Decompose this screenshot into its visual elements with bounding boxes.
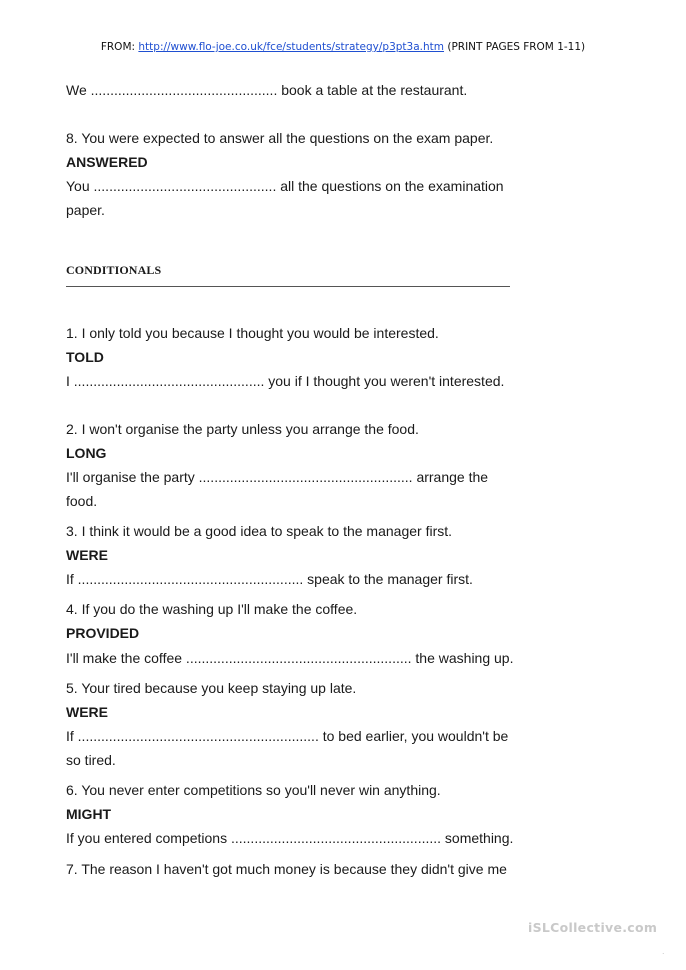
- question-8-prompt: 8. You were expected to answer all the questions on the exam paper.: [66, 130, 494, 146]
- question-2-keyword: LONG: [66, 445, 107, 461]
- question-6-prompt: 6. You never enter competitions so you'll never win anything.: [66, 782, 441, 798]
- question-2-answer-line: I'll organise the party ....................................................... arrange the: [66, 469, 489, 485]
- question-5-answer-line-2: so tired.: [66, 752, 116, 768]
- question-8-answer-line: You ............................................... all the questions on the examination: [66, 178, 504, 194]
- source-link[interactable]: http://www.flo-joe.co.uk/fce/students/strategy/p3pt3a.htm: [138, 41, 445, 53]
- question-5-answer-line: If .............................................................. to bed earlier, you wouldn't be: [66, 728, 509, 744]
- question-1-answer-line: I ................................................. you if I thought you weren't interested.: [66, 373, 505, 389]
- exercise-line: We ................................................ book a table at the restaurant.: [66, 82, 468, 98]
- question-3-answer-line: If .......................................................... speak to the manager first.: [66, 571, 473, 587]
- question-4-keyword: PROVIDED: [66, 625, 140, 641]
- question-4-prompt: 4. If you do the washing up I'll make the coffee.: [66, 601, 358, 617]
- question-4-answer-line: I'll make the coffee .......................................................... the washing up.: [66, 650, 514, 666]
- question-5-prompt: 5. Your tired because you keep staying up late.: [66, 680, 357, 696]
- watermark-logo: iSLCollective.com: [528, 920, 658, 935]
- question-3-prompt: 3. I think it would be a good idea to speak to the manager first.: [66, 523, 453, 539]
- question-8-answer-line-2: paper.: [66, 202, 105, 218]
- question-8-keyword: ANSWERED: [66, 154, 148, 170]
- header-prefix: FROM:: [100, 41, 139, 53]
- page-header: [0, 41, 686, 53]
- header-suffix: (PRINT PAGES FROM 1-11): [444, 41, 586, 53]
- question-6-answer-line: If you entered competions ...................................................... something.: [66, 830, 514, 846]
- question-1-keyword: TOLD: [66, 349, 104, 365]
- section-title: CONDITIONALS: [66, 263, 162, 277]
- question-5-keyword: WERE: [66, 704, 108, 720]
- question-1-prompt: 1. I only told you because I thought you would be interested.: [66, 325, 439, 341]
- corner-mark: .: [662, 946, 665, 956]
- question-3-keyword: WERE: [66, 547, 108, 563]
- question-7-prompt: 7. The reason I haven't got much money is because they didn't give me: [66, 861, 507, 877]
- question-6-keyword: MIGHT: [66, 806, 112, 822]
- question-2-prompt: 2. I won't organise the party unless you arrange the food.: [66, 421, 419, 437]
- section-divider: [66, 286, 510, 287]
- question-2-answer-line-2: food.: [66, 493, 98, 509]
